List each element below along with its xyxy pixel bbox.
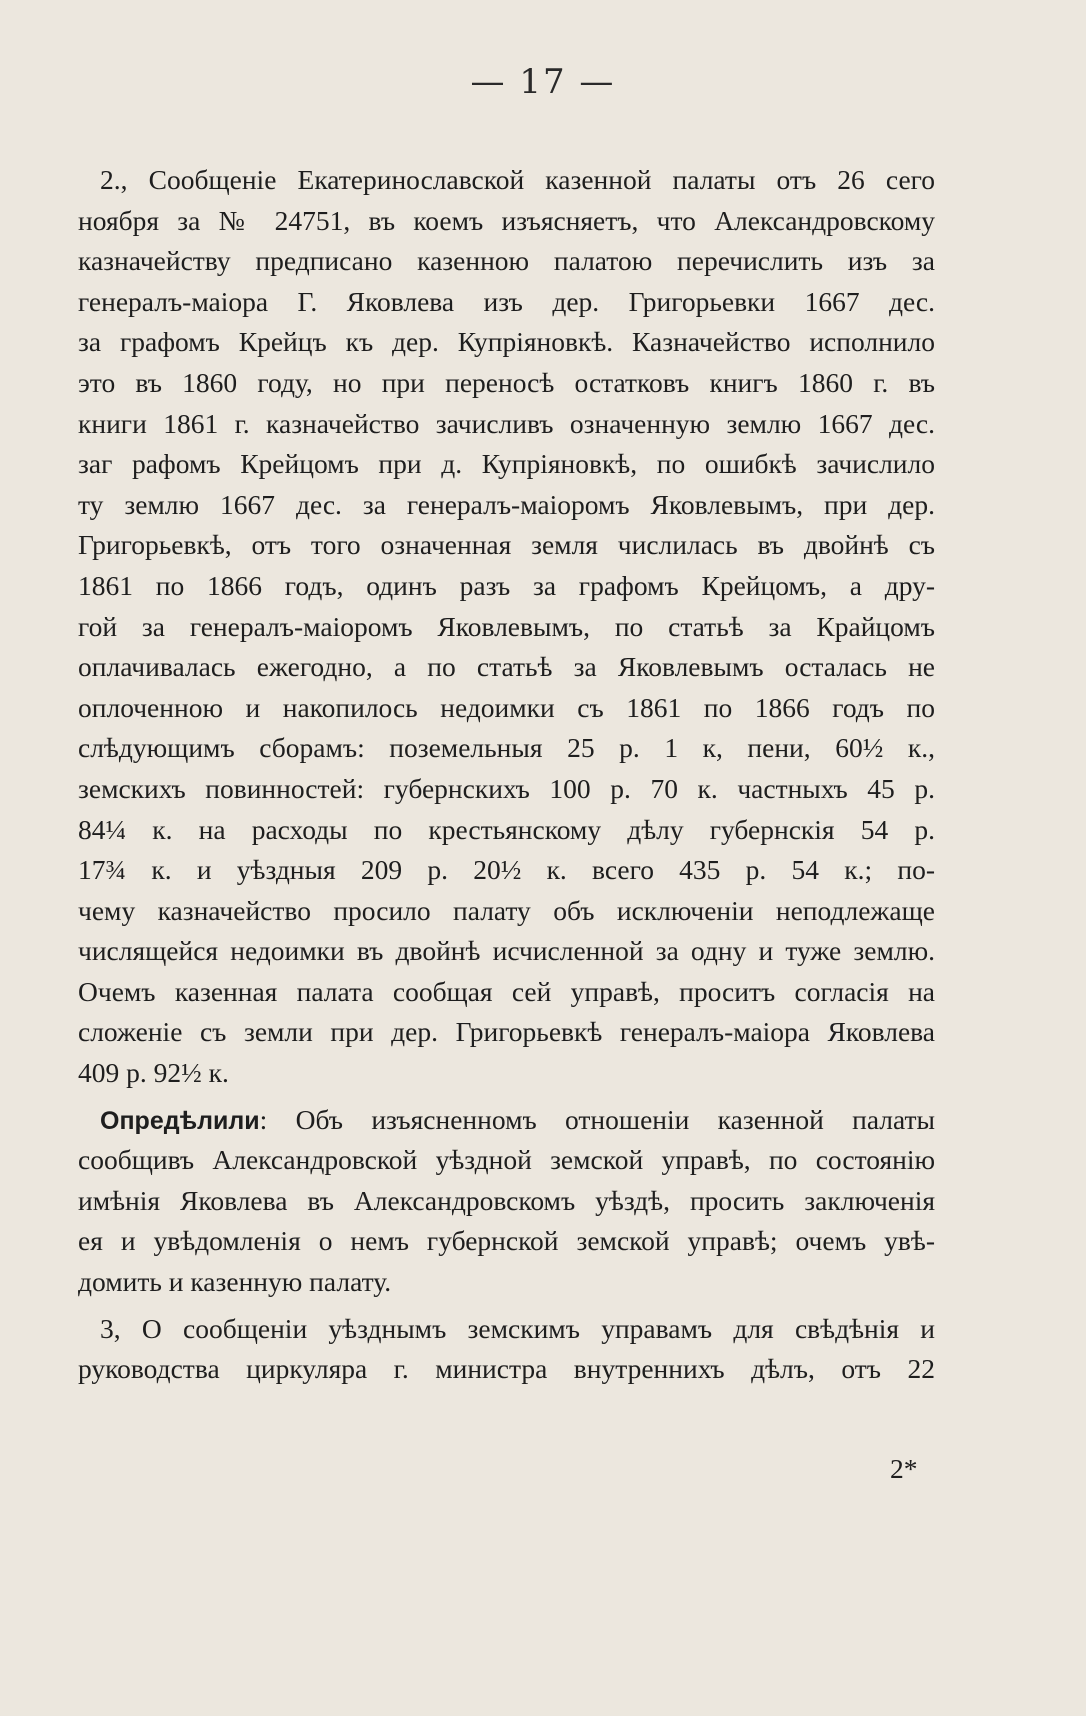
text-line: Григорьевкѣ, отъ того означенная земля числилась въ двойнѣ съ: [78, 529, 935, 561]
text-line: руководства циркуляра г. министра внутреннихъ дѣлъ, отъ 22: [78, 1353, 935, 1385]
text-line: сообщивъ Александровской уѣздной земской управѣ, по состоянію: [78, 1144, 935, 1176]
text-line: оплоченною и накопилось недоимки съ 1861 по 1866 годъ по: [78, 691, 935, 723]
paragraph-2: [78, 160, 935, 1094]
text-line: оплачивалась ежегодно, а по статьѣ за Яковлевымъ осталась не: [78, 651, 935, 683]
decision-text: : Объ изъясненномъ отношеніи казенной палаты: [259, 1103, 935, 1135]
text-line: казначейству предписано казенною палатою перечислить изъ за: [78, 245, 935, 277]
text-line: слѣдующимъ сборамъ: поземельныя 25 р. 1 к, пени, 60½ к.,: [78, 732, 935, 764]
text-line: 2., Сообщеніе Екатеринославской казенной палаты отъ 26 сего: [100, 164, 935, 195]
decision-paragraph: [78, 1100, 935, 1303]
text-line: за графомъ Крейцъ къ дер. Купріяновкѣ. Казначейство исполнило: [78, 326, 935, 358]
text-line: имѣнія Яковлева въ Александровскомъ уѣздѣ, просить заключенія: [78, 1184, 935, 1216]
text-line: гой за генералъ-маіоромъ Яковлевымъ, по статьѣ за Крайцомъ: [78, 610, 935, 642]
text-line: это въ 1860 году, но при переносѣ остатковъ книгъ 1860 г. въ: [78, 366, 935, 398]
text-line: сложеніе съ земли при дер. Григорьевкѣ генералъ-маіора Яковлева: [78, 1016, 935, 1048]
text-line: чему казначейство просило палату объ исключеніи неподлежаще: [78, 894, 935, 926]
signature-mark: 2*: [890, 1453, 918, 1484]
text-line: ея и увѣдомленія о немъ губернской земской управѣ; очемъ увѣ-: [78, 1225, 935, 1257]
decision-label: Опредѣлили: [100, 1106, 260, 1135]
text-line: 1861 по 1866 годъ, одинъ разъ за графомъ Крейцомъ, а дру-: [78, 569, 935, 601]
text-line: земскихъ повинностей: губернскихъ 100 р. 70 к. частныхъ 45 р.: [78, 772, 935, 804]
text-line: домить и казенную палату.: [78, 1266, 392, 1298]
paragraph-3: [78, 1309, 935, 1390]
text-line: числящейся недоимки въ двойнѣ исчисленной за одну и туже землю.: [78, 935, 935, 967]
text-line: Очемъ казенная палата сообщая сей управѣ, проситъ согласія на: [78, 975, 935, 1007]
text-line: ноября за № 24751, въ коемъ изъясняетъ, что Александровскому: [78, 204, 935, 236]
text-line: 17¾ к. и уѣздныя 209 р. 20½ к. всего 435 р. 54 к.; по-: [78, 854, 935, 886]
text-line: ту землю 1667 дес. за генералъ-маіоромъ Яковлевымъ, при дер.: [78, 488, 935, 520]
body-text: [78, 160, 935, 1390]
decision-first-line: [78, 1100, 935, 1141]
page-number-header: — 17 —: [470, 62, 616, 102]
text-line: заг рафомъ Крейцомъ при д. Купріяновкѣ, по ошибкѣ зачислило: [78, 448, 935, 480]
text-line: книги 1861 г. казначейство зачисливъ означенную землю 1667 дес.: [78, 407, 935, 439]
text-line: 84¼ к. на расходы по крестьянскому дѣлу губернскія 54 р.: [78, 813, 935, 845]
text-line: генералъ-маіора Г. Яковлева изъ дер. Григорьевки 1667 дес.: [78, 285, 935, 317]
text-line: 3, О сообщеніи уѣзднымъ земскимъ управамъ для свѣдѣнія и: [100, 1312, 935, 1344]
text-line: 409 р. 92½ к.: [78, 1057, 229, 1089]
